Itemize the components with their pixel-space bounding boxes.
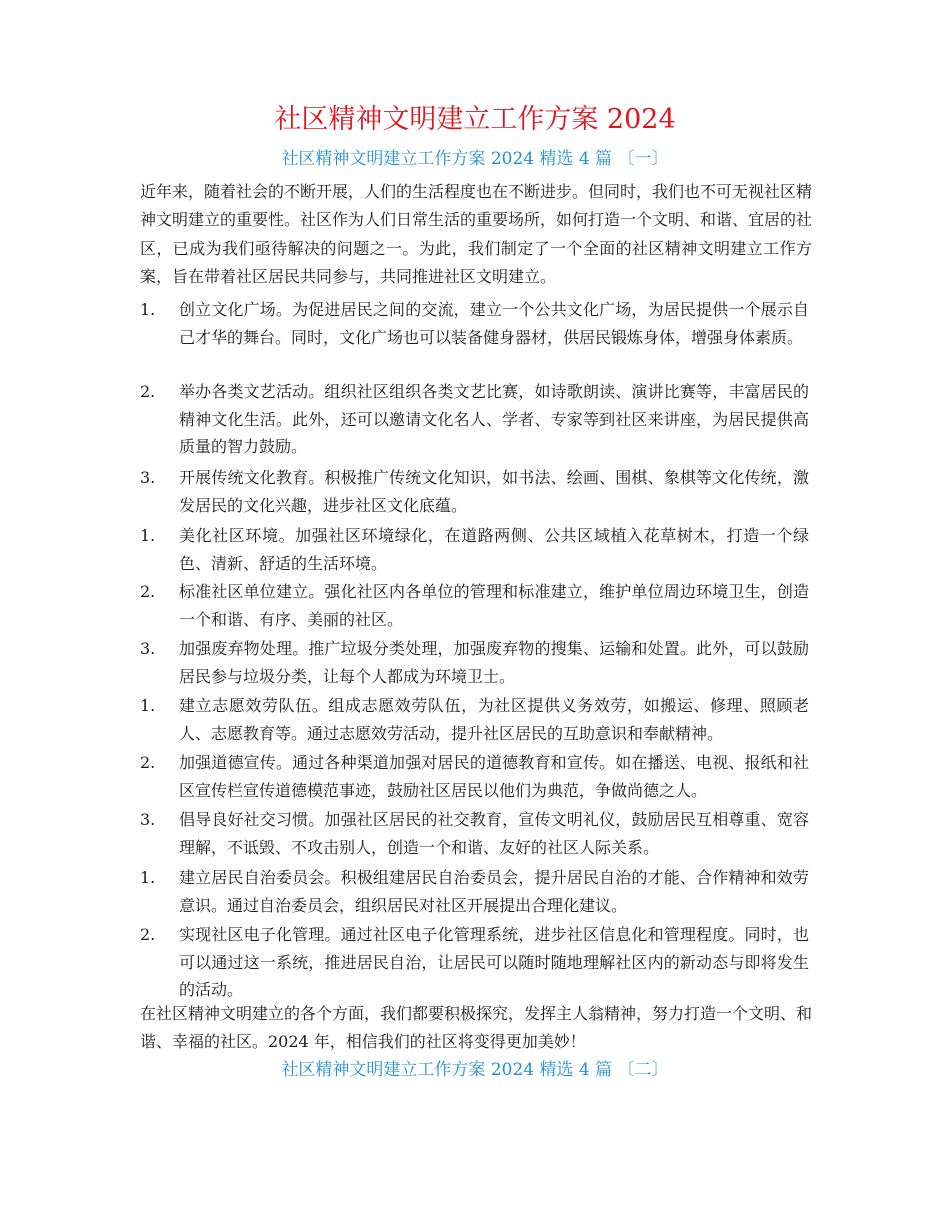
- conclusion-paragraph: 在社区精神文明建立的各个方面，我们都要积极探究，发挥主人翁精神，努力打造一个文明、和谐、幸福的社区。2024 年，相信我们的社区将变得更加美妙！: [140, 1004, 813, 1052]
- list-number: 1.: [140, 526, 156, 545]
- list-number: 3.: [140, 639, 156, 658]
- list-text: 建立志愿效劳队伍。组成志愿效劳队伍，为社区提供义务效劳，如搬运、修理、照顾老人、志愿教育等。通过志愿效劳活动，提升社区居民的互助意识和奉献精神。: [179, 696, 809, 743]
- document-title: 社区精神文明建立工作方案 2024: [274, 104, 676, 135]
- list-number: 3.: [140, 810, 156, 829]
- list-text: 开展传统文化教育。积极推广传统文化知识，如书法、绘画、围棋、象棋等文化传统，激发居民的文化兴趣，进步社区文化底蕴。: [179, 468, 809, 515]
- list-number: 1.: [140, 300, 156, 319]
- list-text: 倡导良好社交习惯。加强社区居民的社交教育，宣传文明礼仪，鼓励居民互相尊重、宽容理解，不诋毁、不攻击别人，创造一个和谐、友好的社区人际关系。: [179, 810, 809, 857]
- list-text: 创立文化广场。为促进居民之间的交流，建立一个公共文化广场，为居民提供一个展示自己才华的舞台。同时，文化广场也可以装备健身器材，供居民锻炼身体，增强身体素质。: [179, 300, 809, 347]
- list-number: 2.: [140, 925, 156, 944]
- list-number: 2.: [140, 753, 156, 772]
- list-number: 1.: [140, 696, 156, 715]
- list-text: 美化社区环境。加强社区环境绿化，在道路两侧、公共区域植入花草树木，打造一个绿色、清新、舒适的生活环境。: [179, 526, 809, 573]
- list-number: 1.: [140, 868, 156, 887]
- list-number: 3.: [140, 468, 156, 487]
- list-text: 举办各类文艺活动。组织社区组织各类文艺比赛，如诗歌朗读、演讲比赛等，丰富居民的精神文化生活。此外，还可以邀请文化名人、学者、专家等到社区来讲座，为居民提供高质量的智力鼓励。: [179, 382, 809, 456]
- list-text: 加强道德宣传。通过各种渠道加强对居民的道德教育和宣传。如在播送、电视、报纸和社区宣传栏宣传道德模范事迹，鼓励社区居民以他们为典范，争做尚德之人。: [179, 753, 809, 800]
- list-number: 2.: [140, 382, 156, 401]
- list-number: 2.: [140, 582, 156, 601]
- section-heading-2: 社区精神文明建立工作方案 2024 精选 4 篇 〔二〕: [281, 1060, 669, 1080]
- section-heading-1: 社区精神文明建立工作方案 2024 精选 4 篇 〔一〕: [281, 149, 669, 169]
- list-text: 建立居民自治委员会。积极组建居民自治委员会，提升居民自治的才能、合作精神和效劳意识。通过自治委员会，组织居民对社区开展提出合理化建议。: [179, 868, 809, 915]
- list-text: 实现社区电子化管理。通过社区电子化管理系统，进步社区信息化和管理程度。同时，也可以通过这一系统，推进居民自治，让居民可以随时随地理解社区内的新动态与即将发生的活动。: [179, 925, 809, 999]
- list-text: 加强废弃物处理。推广垃圾分类处理，加强废弃物的搜集、运输和处置。此外，可以鼓励居民参与垃圾分类，让每个人都成为环境卫士。: [179, 639, 809, 686]
- list-text: 标准社区单位建立。强化社区内各单位的管理和标准建立，维护单位周边环境卫生，创造一个和谐、有序、美丽的社区。: [179, 582, 809, 629]
- intro-paragraph: 近年来，随着社会的不断开展，人们的生活程度也在不断进步。但同时，我们也不可无视社区精神文明建立的重要性。社区作为人们日常生活的重要场所，如何打造一个文明、和谐、宜居的社区，已成为我们亟待解决的问题之一。为此，我们制定了一个全面的社区精神文明建立工作方案，旨在带着社区居民共同参与，共同推进社区文明建立。: [140, 182, 813, 287]
